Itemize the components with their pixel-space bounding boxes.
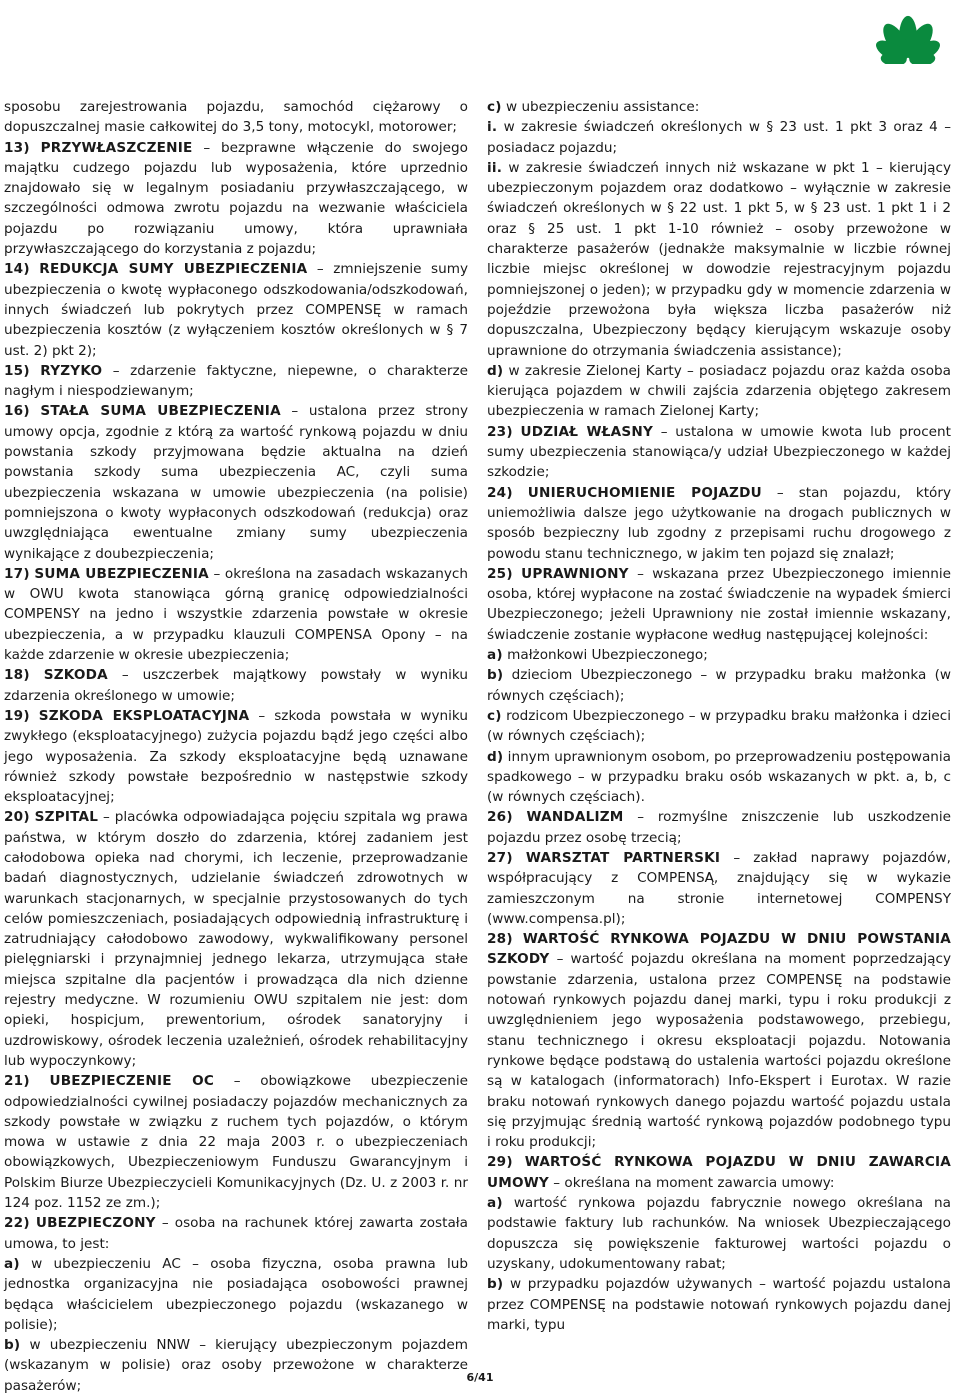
definition-paragraph (4, 564, 468, 665)
item-number: b) (487, 1276, 504, 1293)
term-heading: REDUKCJA SUMY UBEZPIECZENIA (39, 261, 308, 278)
term-text: małżonkowi Ubezpieczonego; (507, 647, 708, 664)
term-text: – ustalona przez strony umowy opcja, zgodnie z którą za wartość rynkową pojazdu w dniu powstania szkody przyjmowana będzie aktualna na dzień powstania szkody suma ubezpieczenia AC, czyli suma ubezpieczenia wskazana w umowie ubezpieczenia (na polisie) pomniejszona o kwoty wypłaconych odszkodowań (redukcja) oraz uwzględniająca ewentualne zmiany sumy ubezpieczenia wynikające z doubezpieczenia; (4, 403, 468, 562)
term-heading: SZPITAL (34, 809, 99, 826)
term-text: – określana na moment zawarcia umowy: (553, 1174, 835, 1191)
term-text: – zmniejszenie sumy ubezpieczenia o kwotę wypłaconego odszkodowania/odszkodowań, innych świadczeń lub pokrytych przez COMPENSĘ w ramach ubezpieczenia kosztów (z wyłączeniem kosztów określonych w § 7 ust. 2) pkt 2); (4, 261, 469, 359)
item-number: 24) (487, 484, 513, 501)
definition-paragraph (4, 1254, 468, 1335)
definition-paragraph (487, 929, 951, 1152)
definition-paragraph (4, 361, 468, 402)
item-number: c) (487, 99, 502, 115)
definition-paragraph (4, 259, 468, 360)
definition-paragraph (487, 807, 951, 848)
item-number: 15) (4, 362, 30, 379)
definition-paragraph (487, 117, 951, 158)
term-text: w zakresie świadczeń określonych w § 23 ust. 1 pkt 3 oraz 4 – posiadacz pojazdu; (487, 119, 951, 156)
term-heading: UBEZPIECZENIE OC (49, 1073, 214, 1090)
term-text: – wartość pojazdu określana na moment poprzedzający powstanie zdarzenia, ustalona przez COMPENSĘ na podstawie notowań rynkowych pojazdu danej marki, typu i roku produkcji z uwzględnieniem jego wyposażenia podstawowego, przebiegu, stanu technicznego i okresu eksploatacji pojazdu. Notowania rynkowe będące podstawą do ustalenia wartości pojazdu określone są w katalogach (informatorach) Info-Ekspert i Eurotax. W razie braku notowań rynkowych danego pojazdu wartość pojazdu ustala się przyjmując średnią wartość rynkową pojazdów podobnego typu i roku produkcji; (487, 951, 951, 1151)
item-number: 21) (4, 1073, 30, 1090)
definition-paragraph (4, 138, 468, 260)
term-heading: SUMA UBEZPIECZENIA (34, 565, 209, 582)
item-number: 25) (487, 565, 513, 582)
compensa-logo-icon (862, 4, 954, 64)
item-number: i. (487, 119, 498, 136)
term-text: – stan pojazdu, który uniemożliwia dalsze jego użytkowanie na drogach publicznych w sposób bezpieczny lub zgodny z przepisami ruchu drogowego z powodu stanu technicznego, w jakim ten pojazd się znalazł; (487, 484, 952, 562)
term-heading: RYZYKO (40, 362, 103, 379)
definition-paragraph (487, 158, 951, 361)
term-text: – rozmyślne zniszczenie lub uszkodzenie pojazdu przez osobę trzecią; (487, 809, 951, 846)
term-text: – szkoda powstała w wyniku zwykłego (eksploatacyjnego) zużycia pojazdu bądź jego części albo jego wyposażenia. Za szkody eksploatacyjne będą uznawane również szkody powstałe bezpośrednio w następstwie szkody eksploatacyjnej; (4, 707, 468, 806)
definition-paragraph (487, 1274, 951, 1335)
definition-paragraph (4, 1071, 468, 1213)
term-heading: WARTOŚĆ RYNKOWA POJAZDU W DNIU POWSTANIA SZKODY (487, 931, 951, 968)
term-text: – obowiązkowe ubezpieczenie odpowiedzialności cywilnej posiadaczy pojazdów mechanicznych za szkody powstałe w związku z ruchem tych pojazdów, o którym mowa w ustawie z dnia 22 maja 2003 r. o ubezpieczeniach obowiązkowych, Ubezpieczeniowym Funduszu Gwarancyjnym i Polskim Biurze Ubezpieczycieli Komunikacyjnych (Dz. U. z 2003 r. nr 124 poz. 1152 ze zm.); (4, 1073, 468, 1212)
term-heading: UBEZPIECZONY (35, 1215, 156, 1232)
definition-paragraph (487, 564, 951, 645)
term-text: – wskazana przez Ubezpieczonego imiennie osoba, której wypłacone na zostać świadczenie na wypadek śmierci Ubezpieczonego; jeżeli Uprawniony nie został imiennie wskazany, świadczenie zostanie wypłacone według następującej kolejności: (487, 565, 951, 643)
item-number: b) (487, 667, 504, 684)
item-number: d) (487, 748, 504, 765)
definition-paragraph (487, 848, 951, 929)
item-number: 20) (4, 809, 30, 826)
term-text: w ubezpieczeniu assistance: (506, 99, 700, 115)
definition-paragraph (4, 807, 468, 1071)
definition-paragraph (487, 1193, 951, 1274)
term-text: wartość rynkowa pojazdu fabrycznie nowego określana na podstawie faktury lub rachunków. Na wniosek Ubezpieczającego dopuszcza się powiększenie fakturowej wartości pojazdu o uzyskany, udokumentowany rabat; (487, 1195, 951, 1272)
term-text: w ubezpieczeniu NNW – kierujący ubezpieczonym pojazdem (wskazanym w polisie) oraz osoby przewożone w charakterze pasażerów; (4, 1337, 468, 1394)
item-number: 19) (4, 707, 30, 724)
definition-paragraph (487, 361, 951, 422)
term-text: – zdarzenie faktyczne, niepewne, o charakterze nagłym i niespodziewanym; (4, 362, 468, 400)
item-number: 28) (487, 931, 513, 948)
definition-paragraph (4, 665, 468, 706)
item-number: 27) (487, 849, 513, 866)
definition-paragraph (487, 706, 951, 747)
item-number: a) (487, 1195, 503, 1212)
term-text: – ustalona w umowie kwota lub procent sumy ubezpieczenia stanowiąca/y udział Ubezpieczonego w każdej szkodzie; (487, 423, 951, 481)
term-text: w przypadku pojazdów używanych – wartość pojazdu ustalona przez COMPENSĘ na podstawie notowań rynkowych pojazdu danej marki, typu (487, 1276, 951, 1333)
item-number: 22) (4, 1215, 30, 1232)
item-number: 16) (4, 403, 30, 420)
item-number: c) (487, 707, 502, 724)
term-text: sposobu zarejestrowania pojazdu, samochód ciężarowy o dopuszczalnej masie całkowitej do 3,5 tony, motocykl, motorower; (4, 99, 468, 136)
definition-paragraph (4, 401, 468, 563)
term-text: w zakresie świadczeń innych niż wskazane w pkt 1 – kierujący ubezpieczonym pojazdem oraz dodatkowo – wyłącznie w zakresie świadczeń określonych w § 22 ust. 1 pkt 5, w § 23 ust. 1 pkt 1 i 2 oraz § 25 ust. 1 pkt 1-10 również – osoby przewożone w charakterze pasażerów (jednakże maksymalnie w liczbie równej liczbie miejsc określonej w dowodzie rejestracyjnym pojazdu pomniejszonej o jeden); w przypadku gdy w momencie zdarzenia w pojeździe przewożona była większa liczba pasażerów niż dopuszczalna, Ubezpieczony będący kierującym wskazuje osoby uprawnione do otrzymania świadczenia assistance); (487, 159, 951, 359)
term-text: – osoba na rachunek której zawarta została umowa, to jest: (4, 1215, 468, 1252)
term-text: rodzicom Ubezpieczonego – w przypadku braku małżonka i dzieci (w równych częściach); (487, 707, 951, 745)
term-heading: STAŁA SUMA UBEZPIECZENIA (40, 403, 281, 420)
definition-paragraph (4, 1335, 468, 1396)
term-text: w ubezpieczeniu AC – osoba fizyczna, osoba prawna lub jednostka organizacyjna nie posiadająca osobowości prawnej będąca właścicielem ubezpieczonego pojazdu (wskazanego w polisie); (4, 1255, 468, 1333)
item-number: d) (487, 362, 504, 379)
definition-paragraph (487, 483, 951, 564)
term-heading: WARSZTAT PARTNERSKI (525, 849, 721, 866)
left-column (4, 97, 468, 1396)
term-text: dzieciom Ubezpieczonego – w przypadku braku małżonka (w równych częściach); (487, 667, 952, 704)
definition-paragraph (487, 1152, 951, 1193)
term-heading: UDZIAŁ WŁASNY (520, 423, 653, 440)
item-number: a) (487, 647, 503, 664)
term-heading: PRZYWŁASZCZENIE (40, 139, 193, 156)
term-text: – określona na zasadach wskazanych w OWU kwota stanowiąca górną granicę odpowiedzialności COMPENSY na jedno i wszystkie zdarzenia powstałe w okresie ubezpieczenia, a w przypadku klauzuli COMPENSA Opony – na każde zdarzenie w okresie ubezpieczenia; (4, 565, 469, 664)
item-number: 29) (487, 1154, 513, 1171)
term-heading: SZKODA (43, 667, 108, 684)
definition-paragraph (4, 1213, 468, 1254)
item-number: 14) (4, 261, 30, 278)
term-text: innym uprawnionym osobom, po przeprowadzeniu postępowania spadkowego – w przypadku braku osób wskazanych w pkt. a, b, c (w równych częściach). (487, 748, 952, 806)
definition-paragraph (4, 97, 468, 138)
term-heading: WANDALIZM (526, 809, 624, 826)
term-heading: WARTOŚĆ RYNKOWA POJAZDU W DNIU ZAWARCIA UMOWY (487, 1154, 951, 1191)
page-number: 6/41 (466, 1371, 494, 1384)
right-column (487, 97, 951, 1335)
term-heading: UPRAWNIONY (521, 565, 629, 582)
item-number: a) (4, 1255, 20, 1272)
item-number: 26) (487, 809, 513, 826)
term-heading: SZKODA EKSPLOATACYJNA (38, 707, 250, 724)
item-number: 18) (4, 667, 30, 684)
definition-paragraph (487, 97, 951, 117)
definition-paragraph (487, 422, 951, 483)
definition-paragraph (487, 665, 951, 706)
item-number: ii. (487, 159, 503, 176)
item-number: 23) (487, 423, 513, 440)
item-number: b) (4, 1337, 21, 1354)
definition-paragraph (4, 706, 468, 807)
term-text: – bezprawne włączenie do swojego majątku cudzego pojazdu lub wyposażenia, które uprzednio znajdowało się w legalnym posiadaniu przywłaszczającego, w szczególności odmowa zwrotu pojazdu na wezwanie właściciela pojazdu po rozwiązaniu umowy, która uprawniała przywłaszczającego do korzystania z pojazdu; (4, 139, 468, 258)
definition-paragraph (487, 645, 951, 665)
item-number: 17) (4, 565, 30, 582)
term-heading: UNIERUCHOMIENIE POJAZDU (527, 484, 762, 501)
term-text: – uszczerbek majątkowy powstały w wyniku zdarzenia określonego w umowie; (4, 667, 468, 704)
item-number: 13) (4, 139, 30, 156)
term-text: – placówka odpowiadająca pojęciu szpitala wg prawa państwa, w którym doszło do zdarzenia, której zadaniem jest całodobowa opieka nad chorymi, ich leczenie, przeprowadzanie badań diagnostycznych, udzielanie świadczeń zdrowotnych w warunkach stacjonarnych, w specjalnie przystosowanych do tych celów pomieszczeniach, posiadających odpowiednią infrastrukturę i zatrudniający całodobowo zawodowy, wykwalifikowany personel pielęgniarski i przynajmniej jednego lekarza, utrzymująca stałe miejsca szpitalne dla pacjentów i prowadząca dla nich dzienne rejestry medyczne. W rozumieniu OWU szpitalem nie jest: dom opieki, hospicjum, prewentorium, ośrodek sanatoryjny i uzdrowiskowy, ośrodek leczenia uzależnień, ośrodek rehabilitacyjny lub wypoczynkowy; (4, 809, 469, 1069)
term-text: – zakład naprawy pojazdów, współpracujący z COMPENSĄ, znajdujący się w wykazie zamieszczonym na stronie internetowej COMPENSY (www.compensa.pl); (487, 849, 951, 927)
term-text: w zakresie Zielonej Karty – posiadacz pojazdu oraz każda osoba kierująca pojazdem w chwili zajścia zdarzenia objętego zakresem ubezpieczenia w ramach Zielonej Karty; (487, 362, 951, 420)
definition-paragraph (487, 747, 951, 808)
